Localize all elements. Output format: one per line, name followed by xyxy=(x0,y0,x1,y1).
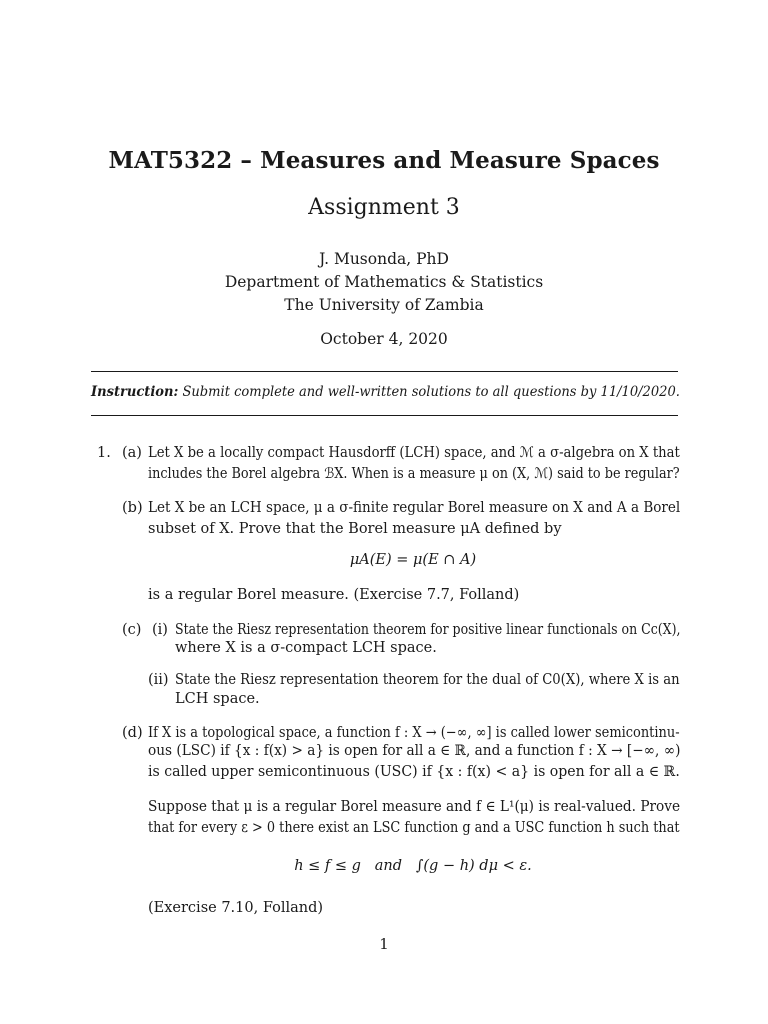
part-c-i-line-1: State the Riesz representation theorem for positive linear functionals on Cc(X), xyxy=(175,622,681,638)
question-number: 1. xyxy=(97,445,111,461)
part-d-line-5: that for every ε > 0 there exist an LSC function g and a USC function h such that xyxy=(148,820,680,836)
document-subtitle: Assignment 3 xyxy=(308,195,460,220)
author-name: J. Musonda, PhD xyxy=(319,250,449,268)
part-b-line-1: Let X be an LCH space, μ a σ-finite regular Borel measure on X and A a Borel xyxy=(148,500,681,516)
page-number: 1 xyxy=(379,935,389,953)
part-a-line-1: Let X be a locally compact Hausdorff (LCH) space, and ℳ a σ-algebra on X that xyxy=(148,445,680,461)
part-b-line-2: subset of X. Prove that the Borel measure μA defined by xyxy=(148,521,562,537)
part-b-line-3: is a regular Borel measure. (Exercise 7.7, Folland) xyxy=(148,587,520,603)
part-d-line-6: (Exercise 7.10, Folland) xyxy=(148,900,324,916)
part-c-ii-label: (ii) xyxy=(148,672,169,688)
part-b-equation: μA(E) = μ(E ∩ A) xyxy=(349,552,477,568)
part-d-line-1: If X is a topological space, a function f : X → (−∞, ∞] is called lower semicontinu- xyxy=(148,725,680,741)
university-name: The University of Zambia xyxy=(284,296,484,314)
part-c-i-label: (i) xyxy=(152,622,168,638)
part-b-label: (b) xyxy=(122,500,143,516)
part-c-ii-line-1: State the Riesz representation theorem for the dual of C0(X), where X is an xyxy=(175,672,680,688)
part-c-i-line-2: where X is a σ-compact LCH space. xyxy=(175,640,437,656)
document-title: MAT5322 – Measures and Measure Spaces xyxy=(108,147,660,174)
document-date: October 4, 2020 xyxy=(320,330,448,348)
instruction-text: Submit complete and well-written solutions to all questions by 11/10/2020. xyxy=(182,384,680,400)
part-c-ii-line-2: LCH space. xyxy=(175,691,260,707)
part-d-line-2: ous (LSC) if {x : f(x) > a} is open for all a ∈ ℝ, and a function f : X → [−∞, ∞) xyxy=(148,743,681,759)
part-a-label: (a) xyxy=(122,445,142,461)
part-d-line-3: is called upper semicontinuous (USC) if {x : f(x) < a} is open for all a ∈ ℝ. xyxy=(148,764,680,780)
part-a-line-2: includes the Borel algebra ℬX. When is a measure μ on (X, ℳ) said to be regular? xyxy=(148,466,680,482)
part-d-line-4: Suppose that μ is a regular Borel measure and f ∈ L¹(μ) is real-valued. Prove xyxy=(148,799,681,815)
department-name: Department of Mathematics & Statistics xyxy=(224,273,544,291)
part-c-label: (c) xyxy=(122,622,142,638)
part-d-equation: h ≤ f ≤ g and ∫(g − h) dμ < ε. xyxy=(294,858,532,874)
part-d-label: (d) xyxy=(122,725,143,741)
instruction-label: Instruction: xyxy=(91,384,179,400)
